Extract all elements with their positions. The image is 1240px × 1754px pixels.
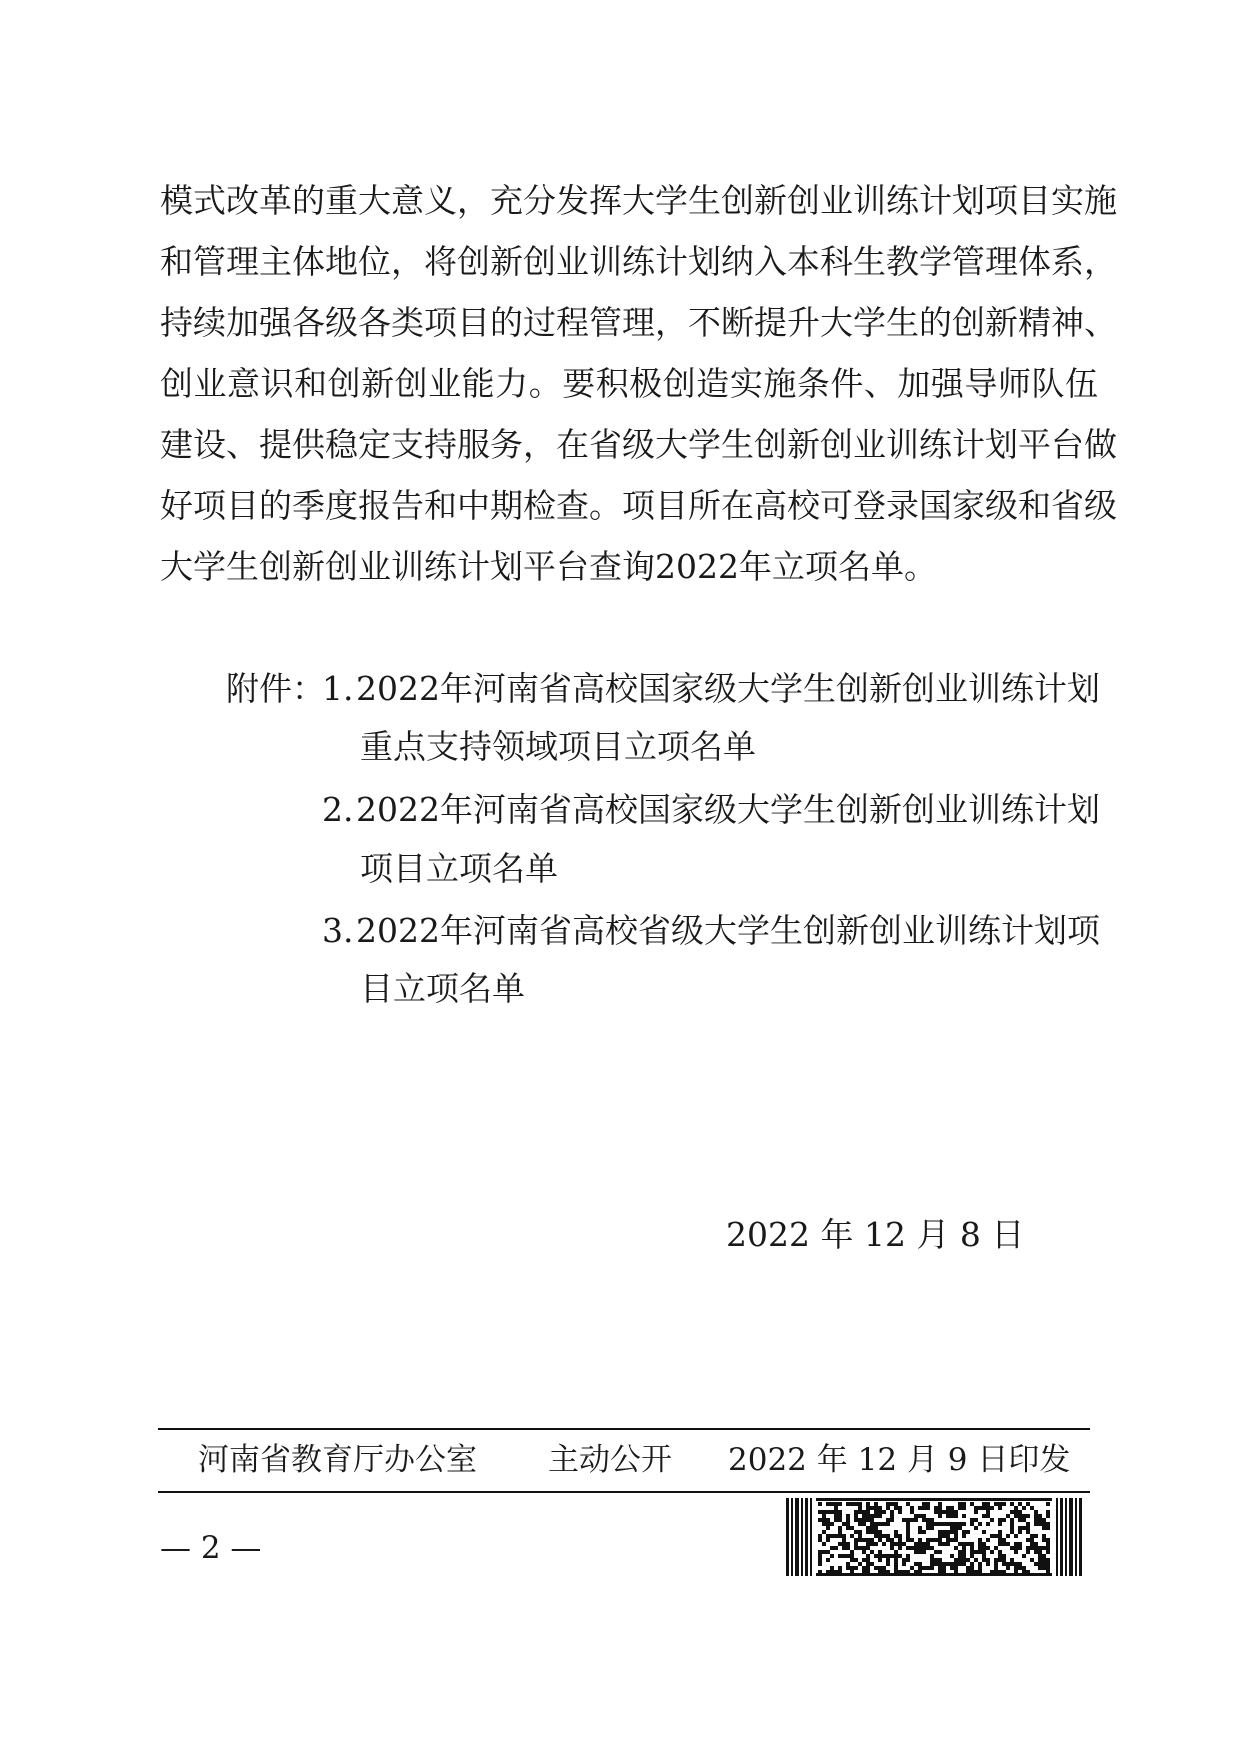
barcode-icon (786, 1498, 1082, 1576)
body-line: 模式改革的重大意义，充分发挥大学生创新创业训练计划项目实施 (160, 181, 1117, 220)
attachment-number: 1. (322, 669, 354, 708)
page-number: — 2 — (160, 1530, 262, 1566)
attachment-number: 3. (322, 911, 354, 950)
signature-date: 2022 年 12 月 8 日 (726, 1215, 1025, 1254)
attachment-title: 2022年河南省高校国家级大学生创新创业训练计划 (356, 669, 1100, 708)
attachment-title: 2022年河南省高校省级大学生创新创业训练计划项 (356, 911, 1100, 950)
colophon-top-rule (158, 1428, 1090, 1430)
body-line: 持续加强各级各类项目的过程管理，不断提升大学生的创新精神、 (160, 303, 1117, 342)
barcode-matrix (816, 1498, 1052, 1576)
colophon-bottom-rule (158, 1491, 1090, 1493)
body-line: 大学生创新创业训练计划平台查询2022年立项名单。 (160, 547, 937, 586)
body-line: 建设、提供稳定支持服务，在省级大学生创新创业训练计划平台做 (160, 425, 1117, 464)
colophon-print-date: 2022 年 12 月 9 日印发 (728, 1442, 1071, 1478)
attachment-label: 附件： (226, 669, 325, 708)
attachment-title-continued: 目立项名单 (360, 969, 525, 1008)
colophon-disclosure: 主动公开 (548, 1442, 672, 1478)
barcode-right-bars (1056, 1498, 1082, 1576)
attachment-title-continued: 项目立项名单 (360, 849, 558, 888)
attachment-title-continued: 重点支持领域项目立项名单 (360, 727, 756, 766)
body-text (160, 170, 1117, 597)
body-line: 好项目的季度报告和中期检查。项目所在高校可登录国家级和省级 (160, 486, 1117, 525)
attachment-number: 2. (322, 790, 354, 829)
attachment-title: 2022年河南省高校国家级大学生创新创业训练计划 (356, 790, 1100, 829)
colophon-issuer: 河南省教育厅办公室 (198, 1442, 477, 1478)
body-line: 和管理主体地位，将创新创业训练计划纳入本科生教学管理体系， (160, 242, 1117, 281)
barcode-left-bars (786, 1498, 812, 1576)
body-line: 创业意识和创新创业能力。要积极创造实施条件、加强导师队伍 (160, 364, 1098, 403)
